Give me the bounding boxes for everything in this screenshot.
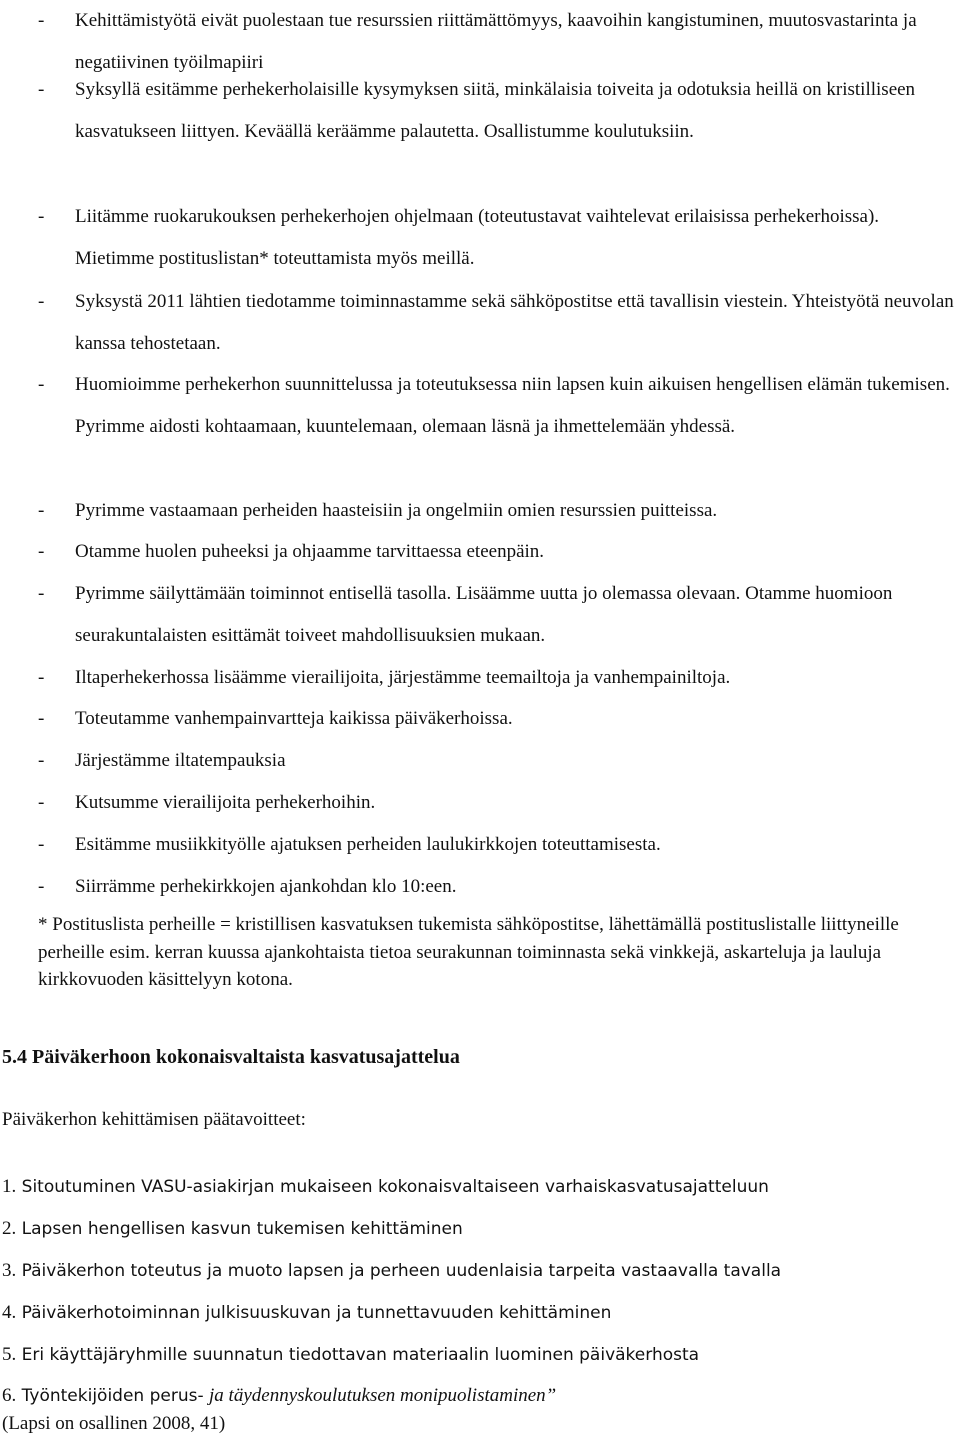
- goal-text-italic: ja täydennyskoulutuksen monipuolistaminen”: [209, 1385, 557, 1407]
- bullet-text: Iltaperhekerhossa lisäämme vierailijoita, järjestämme teemailtoja ja vanhempainiltoja.: [75, 667, 731, 688]
- goal-text: Lapsen hengellisen kasvun tukemisen kehittäminen: [21, 1218, 463, 1239]
- bullet-text: Pyrimme vastaamaan perheiden haasteisiin ja ongelmiin omien resurssien puitteissa.: [75, 500, 718, 521]
- bullet-item: [0, 531, 960, 573]
- bullet-item: [0, 573, 960, 656]
- bullet-text: Syksystä 2011 lähtien tiedotamme toiminnastamme sekä sähköpostitse että tavallisin viestein. Yhteistyötä neuvolan kanssa tehostetaan.: [75, 291, 954, 354]
- goal-item: [2, 1208, 952, 1250]
- bullet-text: Kehittämistyötä eivät puolestaan tue resurssien riittämättömyys, kaavoihin kangistuminen, muutosvastarinta ja negatiivinen työilmapiiri: [75, 10, 917, 73]
- goal-text: Työntekijöiden perus-: [21, 1386, 204, 1407]
- goal-text: Eri käyttäjäryhmille suunnatun tiedottavan materiaalin luominen päiväkerhosta: [21, 1344, 700, 1365]
- bullet-dash: -: [38, 500, 45, 521]
- bullet-dash: -: [38, 291, 45, 312]
- bullet-dash: -: [38, 206, 45, 227]
- bullet-text: Pyrimme säilyttämään toiminnot entisellä tasolla. Lisäämme uutta jo olemassa olevaan. Otamme huomioon seurakuntalaisten esittämät toiveet mahdollisuuksien mukaan.: [75, 583, 893, 646]
- citation: (Lapsi on osallinen 2008, 41): [2, 1413, 226, 1434]
- bullet-text: Kutsumme vierailijoita perhekerhoihin.: [75, 792, 376, 813]
- section-heading: 5.4 Päiväkerhoon kokonaisvaltaista kasvatusajattelua: [2, 1046, 460, 1068]
- goal-item: [2, 1292, 952, 1334]
- goal-item: [2, 1334, 952, 1376]
- bullet-item: [0, 782, 960, 824]
- bullet-dash: -: [38, 10, 45, 31]
- goal-number: 2.: [2, 1217, 17, 1239]
- bullet-text: Huomioimme perhekerhon suunnittelussa ja toteutuksessa niin lapsen kuin aikuisen hengellisen elämän tukemisen. Pyrimme aidosti kohtaamaan, kuuntelemaan, olemaan läsnä ja ihmettelemään yhdessä.: [75, 374, 950, 437]
- bullet-dash: -: [38, 834, 45, 855]
- bullet-item: [0, 364, 960, 447]
- bullet-text: Liitämme ruokarukouksen perhekerhojen ohjelmaan (toteutustavat vaihtelevat erilaisissa perhekerhoissa). Mietimme postituslistan* toteuttamista myös meillä.: [75, 206, 880, 269]
- goals-list: [2, 1166, 952, 1417]
- goal-item: [2, 1250, 952, 1292]
- bullet-text: Siirrämme perhekirkkojen ajankohdan klo 10:een.: [75, 876, 457, 897]
- goal-number: 1.: [2, 1176, 17, 1197]
- goal-item: [2, 1166, 952, 1208]
- goal-item: [2, 1375, 952, 1417]
- bullet-dash: -: [38, 792, 45, 813]
- bullet-text: Otamme huolen puheeksi ja ohjaamme tarvittaessa eteenpäin.: [75, 541, 545, 562]
- bullet-dash: -: [38, 708, 45, 729]
- bullet-dash: -: [38, 750, 45, 771]
- bullet-dash: -: [38, 876, 45, 897]
- bullet-text: Toteutamme vanhempainvartteja kaikissa päiväkerhoissa.: [75, 708, 513, 729]
- bullet-dash: -: [38, 667, 45, 688]
- section-subheading: Päiväkerhon kehittämisen päätavoitteet:: [2, 1109, 306, 1130]
- goal-text: Päiväkerhon toteutus ja muoto lapsen ja perheen uudenlaisia tarpeita vastaavalla tavalla: [21, 1260, 782, 1281]
- bullet-dash: -: [38, 374, 45, 395]
- goal-text: Päiväkerhotoiminnan julkisuuskuvan ja tunnettavuuden kehittäminen: [21, 1302, 612, 1323]
- bullet-text: Syksyllä esitämme perhekerholaisille kysymyksen siitä, minkälaisia toiveita ja odotuksia heillä on kristilliseen kasvatukseen liittyen. Keväällä keräämme palautetta. Osallistumme koulutuksiin.: [75, 79, 916, 142]
- bullet-item: [0, 657, 960, 699]
- footnote: * Postituslista perheille = kristillisen kasvatuksen tukemista sähköpostitse, lähettämällä postituslistalle liittyneille perheille esim. kerran kuussa ajankohtaista tietoa seurakunnan toiminnasta sekä vinkkejä, askarteluja ja lauluja kirkkovuoden käsittelyyn kotona.: [38, 914, 899, 990]
- goal-text: Sitoutuminen VASU-asiakirjan mukaiseen kokonaisvaltaiseen varhaiskasvatusajatteluun: [21, 1177, 769, 1197]
- goal-number: 4.: [2, 1301, 17, 1323]
- goal-number: 3.: [2, 1259, 17, 1281]
- bullet-dash: -: [38, 583, 45, 604]
- bullet-text: Järjestämme iltatempauksia: [75, 750, 286, 771]
- goal-number: 5.: [2, 1343, 17, 1365]
- bullet-item: [0, 281, 960, 364]
- bullet-item: [0, 824, 960, 866]
- bullet-item: [0, 740, 960, 782]
- bullet-dash: -: [38, 79, 45, 100]
- bullet-item: [0, 196, 960, 279]
- bullet-text: Esitämme musiikkityölle ajatuksen perheiden laulukirkkojen toteuttamisesta.: [75, 834, 661, 855]
- bullet-item: [0, 698, 960, 740]
- bullet-dash: -: [38, 541, 45, 562]
- bullet-item: [0, 69, 960, 152]
- bullet-item: [0, 866, 960, 908]
- goal-number: 6.: [2, 1385, 17, 1407]
- bullet-item: [0, 490, 960, 532]
